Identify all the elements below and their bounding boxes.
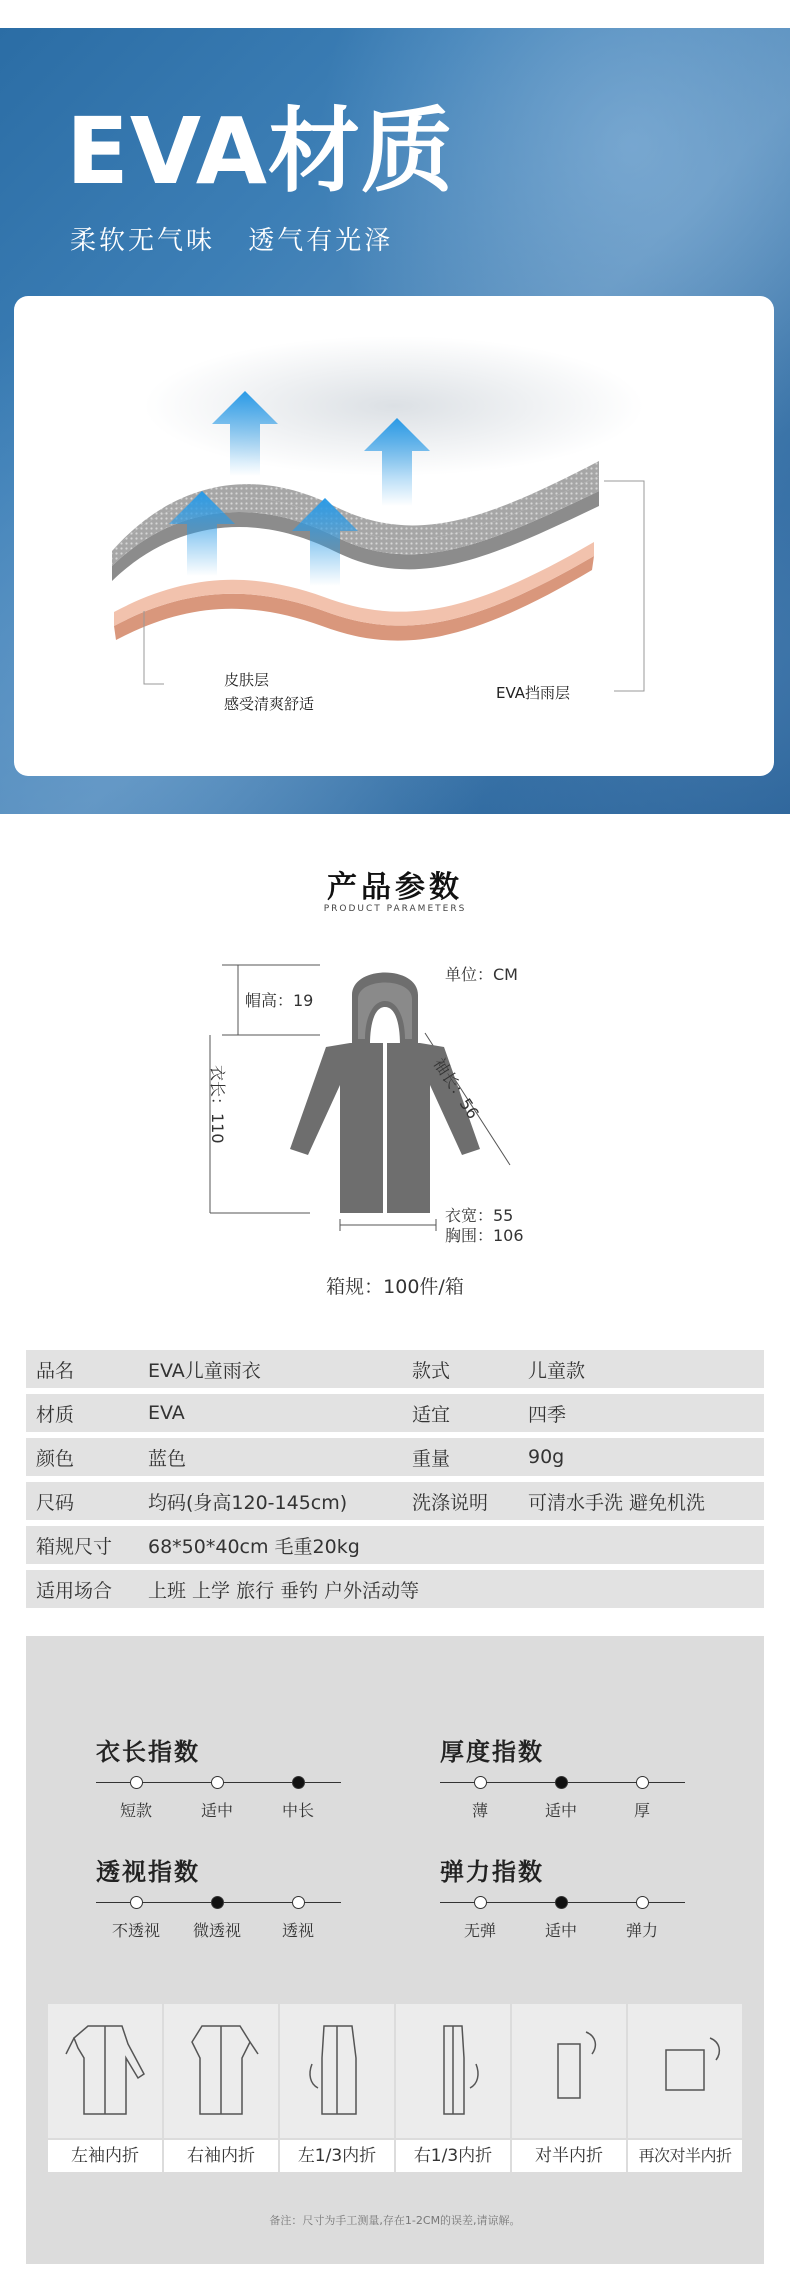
index-dot bbox=[474, 1776, 487, 1789]
index-option: 短款 bbox=[119, 1801, 152, 1820]
fold-step-label: 右1/3内折 bbox=[396, 2140, 510, 2172]
params-subtitle: PRODUCT PARAMETERS bbox=[323, 904, 467, 914]
index-title: 弹力指数 bbox=[440, 1858, 544, 1886]
table-value: 上班 上学 旅行 垂钓 户外活动等 bbox=[148, 1579, 420, 1602]
fold-left-sleeve-icon bbox=[48, 2004, 162, 2138]
fold-left-third-icon bbox=[280, 2004, 394, 2138]
index-option: 微透视 bbox=[192, 1921, 241, 1940]
table-key: 品名 bbox=[36, 1359, 75, 1382]
fold-half-again-icon bbox=[628, 2004, 742, 2138]
table-key: 材质 bbox=[36, 1403, 75, 1426]
table-key: 颜色 bbox=[36, 1447, 75, 1470]
params-table bbox=[26, 1350, 764, 1614]
sleeve-length-label: 袖长：56 bbox=[429, 1054, 483, 1123]
index-panel bbox=[26, 1636, 764, 2264]
table-key: 适用场合 bbox=[36, 1579, 113, 1602]
table-row bbox=[26, 1438, 764, 1476]
eva-layer-label: EVA挡雨层 bbox=[496, 684, 571, 702]
index-dot-selected bbox=[555, 1896, 568, 1909]
table-row bbox=[26, 1482, 764, 1520]
index-dot bbox=[636, 1776, 649, 1789]
fold-step bbox=[164, 2004, 278, 2172]
measurement-note: 备注：尺寸为手工测量,存在1-2CM的误差,请谅解。 bbox=[269, 2214, 521, 2227]
index-dot-selected bbox=[292, 1776, 305, 1789]
table-row bbox=[26, 1526, 764, 1564]
material-layers-illustration bbox=[14, 296, 774, 776]
index-option: 无弹 bbox=[463, 1921, 496, 1940]
fold-step bbox=[512, 2004, 626, 2172]
fold-step-label: 右袖内折 bbox=[164, 2140, 278, 2172]
index-dot-selected bbox=[555, 1776, 568, 1789]
index-dot bbox=[130, 1776, 143, 1789]
params-title: 产品参数 bbox=[327, 870, 463, 905]
index-option: 不透视 bbox=[111, 1921, 160, 1940]
fold-step bbox=[396, 2004, 510, 2172]
hero-subtitle-soft: 柔软无气味 bbox=[70, 226, 216, 256]
hood-height-label: 帽高：19 bbox=[245, 991, 314, 1010]
thickness-index bbox=[440, 1732, 700, 1822]
table-key: 洗涤说明 bbox=[412, 1491, 489, 1514]
hero-subtitle bbox=[70, 220, 393, 257]
table-value: 90g bbox=[528, 1446, 565, 1468]
fold-step bbox=[48, 2004, 162, 2172]
index-dot bbox=[636, 1896, 649, 1909]
index-option: 薄 bbox=[471, 1801, 488, 1820]
elasticity-index bbox=[440, 1852, 700, 1942]
length-index bbox=[96, 1732, 356, 1822]
width-label: 衣宽：55 bbox=[445, 1206, 514, 1225]
table-value: 可清水手洗 避免机洗 bbox=[528, 1491, 706, 1514]
index-option: 中长 bbox=[281, 1801, 314, 1820]
fold-right-third-icon bbox=[396, 2004, 510, 2138]
fold-step-label: 左袖内折 bbox=[48, 2140, 162, 2172]
unit-label: 单位：CM bbox=[445, 965, 518, 984]
index-dot bbox=[211, 1776, 224, 1789]
skin-layer-title: 皮肤层 bbox=[224, 671, 270, 689]
fold-step-label: 左1/3内折 bbox=[280, 2140, 394, 2172]
material-layers-card bbox=[14, 296, 774, 776]
hero-title: EVA材质 bbox=[66, 98, 455, 205]
table-row bbox=[26, 1350, 764, 1388]
box-spec: 箱规：100件/箱 bbox=[326, 1276, 464, 1298]
garment-length-label: 衣长：110 bbox=[208, 1065, 227, 1144]
index-dot bbox=[130, 1896, 143, 1909]
table-value: 蓝色 bbox=[148, 1447, 187, 1470]
table-row bbox=[26, 1570, 764, 1608]
eva-material-banner bbox=[0, 28, 790, 814]
table-value: 68*50*40cm 毛重20kg bbox=[148, 1535, 360, 1558]
table-row bbox=[26, 1394, 764, 1432]
index-dot bbox=[292, 1896, 305, 1909]
skin-layer-desc: 感受清爽舒适 bbox=[224, 695, 315, 713]
table-value: EVA儿童雨衣 bbox=[148, 1359, 261, 1382]
table-value: EVA bbox=[148, 1402, 185, 1424]
table-value: 四季 bbox=[528, 1403, 567, 1426]
transparency-index bbox=[96, 1852, 356, 1942]
size-diagram bbox=[200, 955, 600, 1255]
index-title: 透视指数 bbox=[96, 1858, 200, 1886]
fold-step-label: 对半内折 bbox=[512, 2140, 626, 2172]
index-option: 弹力 bbox=[625, 1921, 658, 1940]
chest-label: 胸围：106 bbox=[445, 1226, 524, 1245]
index-option: 厚 bbox=[633, 1801, 650, 1820]
index-dot bbox=[474, 1896, 487, 1909]
index-option: 适中 bbox=[544, 1921, 577, 1940]
fold-right-sleeve-icon bbox=[164, 2004, 278, 2138]
index-title: 衣长指数 bbox=[96, 1738, 200, 1766]
folding-steps bbox=[48, 2004, 742, 2172]
table-value: 儿童款 bbox=[528, 1359, 586, 1382]
skin-layer-label bbox=[224, 668, 314, 716]
index-option: 适中 bbox=[200, 1801, 233, 1820]
fold-step bbox=[628, 2004, 742, 2172]
table-value: 均码(身高120-145cm) bbox=[148, 1491, 348, 1514]
index-dot-selected bbox=[211, 1896, 224, 1909]
hero-subtitle-breathable: 透气有光泽 bbox=[248, 226, 394, 256]
fold-step-label: 再次对半内折 bbox=[628, 2140, 742, 2172]
fold-half-icon bbox=[512, 2004, 626, 2138]
fold-step bbox=[280, 2004, 394, 2172]
index-title: 厚度指数 bbox=[440, 1738, 544, 1766]
table-key: 箱规尺寸 bbox=[36, 1535, 113, 1558]
table-key: 尺码 bbox=[36, 1491, 75, 1514]
index-option: 适中 bbox=[544, 1801, 577, 1820]
table-key: 重量 bbox=[412, 1447, 451, 1470]
table-key: 款式 bbox=[412, 1359, 451, 1382]
index-option: 透视 bbox=[281, 1921, 314, 1940]
table-key: 适宜 bbox=[412, 1403, 451, 1426]
